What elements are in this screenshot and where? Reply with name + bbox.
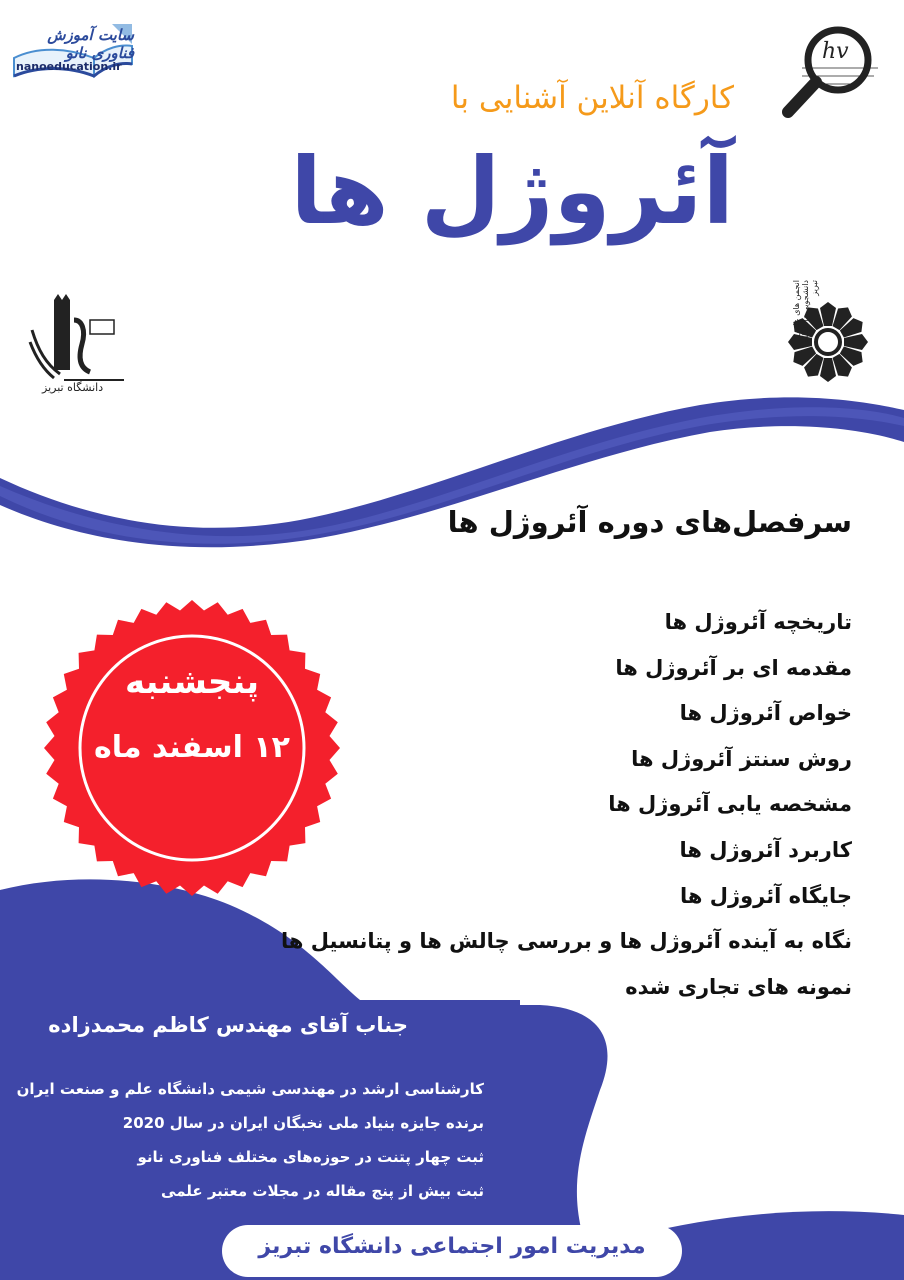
- tabriz-logo-caption: دانشگاه تبریز: [42, 381, 104, 394]
- page-title: آئروژل ها: [290, 138, 734, 245]
- bio-item: ثبت بیش از پنج مقاله در مجلات معتبر علمی: [161, 1182, 484, 1200]
- bio-item: کارشناسی ارشد در مهندسی شیمی دانشگاه علم و صنعت ایران: [16, 1080, 484, 1098]
- topics-heading: سرفصل‌های دوره آئروژل ها: [447, 505, 852, 539]
- event-day: پنجشنبه: [124, 662, 260, 702]
- bio-item: ثبت چهار پتنت در حوزه‌های مختلف فناوری نانو: [137, 1148, 484, 1166]
- event-date: ۱۲ اسفند ماه: [93, 730, 290, 765]
- footer-organizer: مدیریت امور اجتماعی دانشگاه تبریز: [258, 1234, 646, 1259]
- bio-item: برنده جایزه بنیاد ملی نخبگان ایران در سال 2020: [122, 1114, 484, 1132]
- topic-item: نمونه های تجاری شده: [625, 974, 852, 999]
- society-logo-caption: انجمن های علمی دانشجویی دانشگاه تبریز: [792, 280, 819, 343]
- topic-item: مقدمه ای بر آئروژل ها: [615, 655, 852, 680]
- workshop-subtitle: کارگاه آنلاین آشنایی با: [450, 80, 734, 116]
- topic-item: تاریخچه آئروژل ها: [664, 610, 852, 634]
- topic-item: جایگاه آئروژل ها: [680, 883, 852, 908]
- presenter-bio-list: [17, 1072, 484, 1208]
- topic-item: روش سنتز آئروژل ها: [631, 746, 852, 771]
- topic-item: کاربرد آئروژل ها: [679, 837, 852, 862]
- hv-logo-letters: hv: [822, 39, 849, 64]
- presenter-name: جناب آقای مهندس کاظم محمدزاده: [48, 1013, 408, 1037]
- topic-item: خواص آئروژل ها: [679, 701, 852, 726]
- nano-site-url: nanoeducation.ir: [16, 60, 122, 73]
- topic-item: مشخصه یابی آئروژل ها: [608, 792, 852, 817]
- magnifier-logo-icon: [778, 20, 888, 130]
- nano-site-name: سایت آموزش فناوری نانو: [47, 26, 134, 62]
- topic-item: نگاه به آینده آئروژل ها و بررسی چالش ها و پتانسیل ها: [281, 929, 852, 954]
